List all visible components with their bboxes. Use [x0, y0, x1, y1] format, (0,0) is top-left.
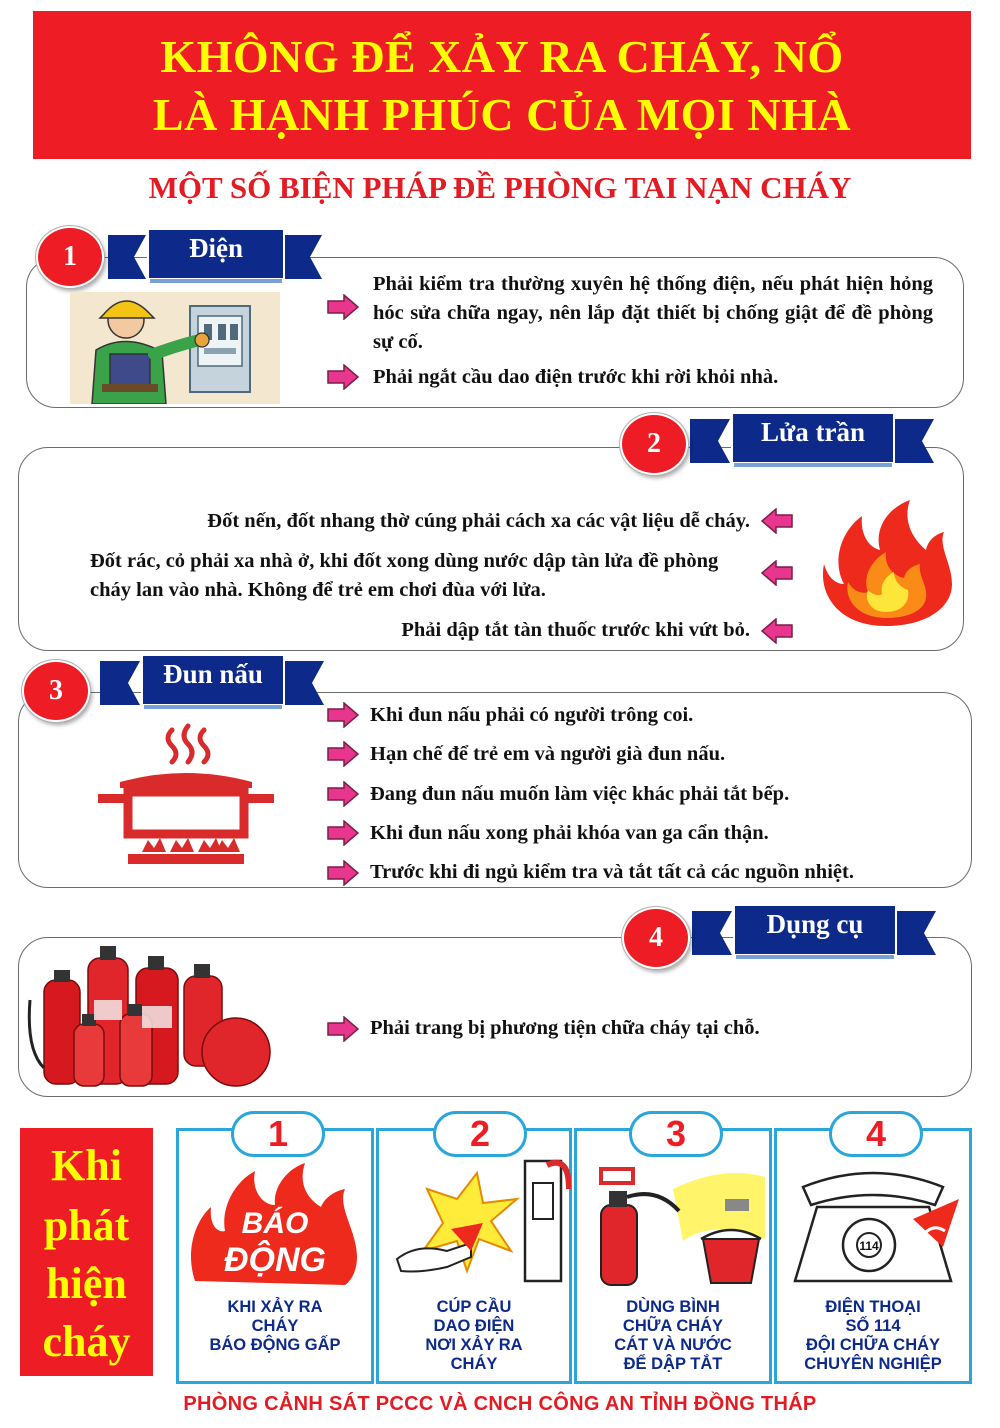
section-1-item-1: Phải kiểm tra thường xuyên hệ thống điện, nếu phát hiện hỏng hóc sửa chữa ngay, nên lắp đặt thiết bị chống giật để đề phòng sự cố. [373, 273, 933, 353]
telephone-icon [783, 1159, 969, 1289]
step-4-caption-1: ĐIỆN THOẠI [825, 1298, 921, 1316]
alarm-flame-icon [185, 1161, 367, 1289]
step-2-card [376, 1113, 572, 1384]
header-title-line1: KHÔNG ĐỂ XẢY RA CHÁY, NỔ [160, 31, 844, 82]
arrow-left-icon [760, 508, 794, 534]
telephone-dial-label: 114 [859, 1239, 879, 1253]
step-1-card [176, 1113, 374, 1384]
cooking-pot-icon [98, 722, 274, 872]
section-4-number: 4 [622, 907, 690, 969]
section-2-title: Lửa trần [761, 417, 865, 447]
step-3-caption-3: CÁT VÀ NƯỚC [614, 1336, 732, 1354]
step-2-caption-3: NƠI XẢY RA [425, 1336, 523, 1354]
arrow-right-icon [326, 860, 360, 886]
section-2-item-1: Đốt nến, đốt nhang thờ cúng phải cách xa các vật liệu dễ cháy. [207, 510, 750, 532]
step-4-caption-2: SỐ 114 [845, 1317, 901, 1335]
arrow-right-icon [326, 741, 360, 767]
section-3-item-2: Hạn chế để trẻ em và người già đun nấu. [370, 743, 726, 765]
step-4-number: 4 [829, 1111, 923, 1157]
section-4-item-1: Phải trang bị phương tiện chữa cháy tại chỗ. [370, 1017, 760, 1039]
step-1-art-line-1: BÁO [241, 1207, 309, 1240]
fire-icon [814, 498, 958, 628]
step-3-card [574, 1113, 772, 1384]
fire-extinguishers-icon [24, 940, 280, 1092]
step-2-number: 2 [433, 1111, 527, 1157]
khi-line-1: Khi [51, 1141, 122, 1190]
section-1-item-2: Phải ngắt cầu dao điện trước khi rời khỏi nhà. [373, 366, 779, 388]
step-3-caption-1: DÙNG BÌNH [626, 1298, 720, 1316]
section-3-item-5: Trước khi đi ngủ kiểm tra và tắt tất cả các nguồn nhiệt. [370, 861, 854, 883]
step-2-caption-4: CHÁY [450, 1355, 498, 1373]
arrow-left-icon [760, 618, 794, 644]
khi-line-4: cháy [42, 1317, 131, 1366]
header-banner [33, 11, 971, 159]
section-3-title: Đun nấu [163, 659, 263, 689]
step-3-caption-4: ĐỂ DẬP TẮT [623, 1355, 723, 1373]
circuit-breaker-icon [387, 1159, 571, 1289]
section-2-number: 2 [620, 413, 688, 475]
step-2-caption-1: CÚP CẦU [436, 1298, 512, 1316]
page-subtitle: MỘT SỐ BIỆN PHÁP ĐỀ PHÒNG TAI NẠN CHÁY [148, 170, 852, 205]
arrow-right-icon [326, 702, 360, 728]
section-3-number: 3 [22, 660, 90, 722]
step-2-caption-2: DAO ĐIỆN [433, 1317, 515, 1335]
arrow-left-icon [760, 560, 794, 586]
arrow-right-icon [326, 781, 360, 807]
extinguisher-bucket-icon [583, 1159, 769, 1289]
footer-credit: PHÒNG CẢNH SÁT PCCC VÀ CNCH CÔNG AN TỈNH ĐỒNG THÁP [183, 1393, 817, 1415]
section-1-number: 1 [36, 226, 104, 288]
step-4-caption-3: ĐỘI CHỮA CHÁY [805, 1336, 941, 1354]
step-3-caption-2: CHỮA CHÁY [622, 1317, 724, 1335]
section-3-item-4: Khi đun nấu xong phải khóa van ga cẩn thận. [370, 822, 769, 844]
step-1-number: 1 [231, 1111, 325, 1157]
section-2-item-3: Phải dập tắt tàn thuốc trước khi vứt bỏ. [401, 619, 750, 641]
khi-phat-hien-chay-box [20, 1128, 153, 1376]
khi-line-2: phát [43, 1201, 130, 1250]
arrow-right-icon [326, 294, 360, 320]
step-3-number: 3 [629, 1111, 723, 1157]
header-title-line2: LÀ HẠNH PHÚC CỦA MỌI NHÀ [152, 89, 852, 140]
section-3-item-3: Đang đun nấu muốn làm việc khác phải tắt bếp. [370, 783, 790, 805]
khi-line-3: hiện [46, 1259, 127, 1308]
arrow-right-icon [326, 1016, 360, 1042]
electrician-icon [70, 292, 280, 404]
step-1-art-line-2: ĐỘNG [224, 1241, 326, 1279]
step-1-caption-3: BÁO ĐỘNG GẤP [209, 1336, 341, 1354]
step-4-card [774, 1113, 972, 1384]
step-4-caption-4: CHUYÊN NGHIỆP [804, 1355, 942, 1373]
step-1-caption-2: CHÁY [251, 1317, 299, 1335]
section-1-title: Điện [189, 233, 243, 263]
step-1-caption-1: KHI XẢY RA [227, 1298, 323, 1316]
arrow-right-icon [326, 820, 360, 846]
section-3-item-1: Khi đun nấu phải có người trông coi. [370, 704, 694, 726]
section-4-title: Dụng cụ [766, 909, 864, 939]
arrow-right-icon [326, 364, 360, 390]
section-2-item-2: Đốt rác, cỏ phải xa nhà ở, khi đốt xong dùng nước dập tàn lửa đề phòng cháy lan vào nhà. Không để trẻ em chơi đùa với lửa. [90, 550, 719, 601]
